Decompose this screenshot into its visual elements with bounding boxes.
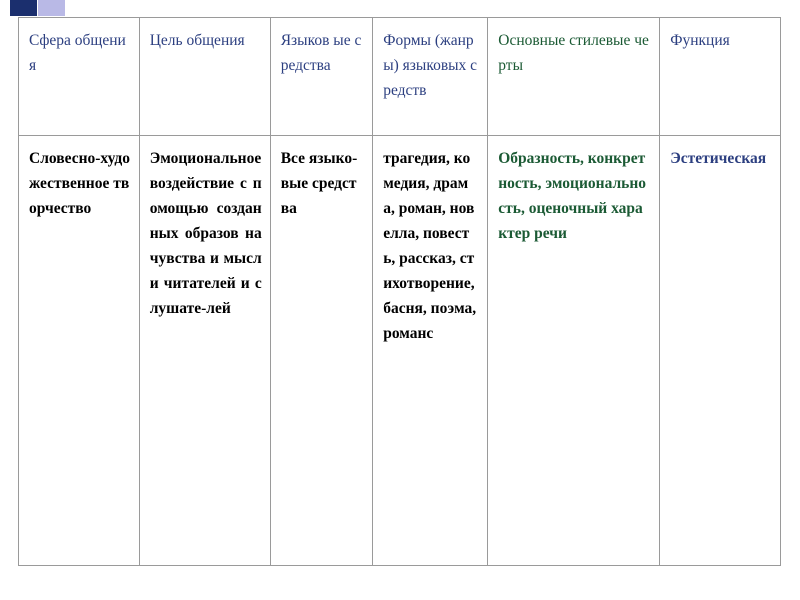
header-row bbox=[19, 18, 781, 136]
header-purpose: Цель общения bbox=[139, 18, 270, 136]
cell-style-features: Образность, конкретность, эмоциональность, оценочный характер речи bbox=[488, 136, 660, 566]
style-table bbox=[18, 17, 781, 566]
decor-square-dark bbox=[10, 0, 37, 16]
header-sphere: Сфера общения bbox=[19, 18, 140, 136]
header-style-features: Основные стилевые черты bbox=[488, 18, 660, 136]
header-function: Функция bbox=[660, 18, 781, 136]
cell-forms: трагедия, комедия, драма, роман, новелла, повесть, рассказ, стихотворение, басня, поэма, романс bbox=[373, 136, 488, 566]
header-forms: Формы (жанры) языковых средств bbox=[373, 18, 488, 136]
cell-function: Эстетическая bbox=[660, 136, 781, 566]
table-row bbox=[19, 136, 781, 566]
header-language-means: Языков ые средства bbox=[270, 18, 373, 136]
cell-purpose: Эмоциональное воздействие с помощью созданных образов на чувства и мысли читателей и слушате-лей bbox=[139, 136, 270, 566]
cell-language-means: Все языко-вые средства bbox=[270, 136, 373, 566]
cell-sphere: Словесно-художественное творчество bbox=[19, 136, 140, 566]
decor-square-light bbox=[38, 0, 65, 16]
